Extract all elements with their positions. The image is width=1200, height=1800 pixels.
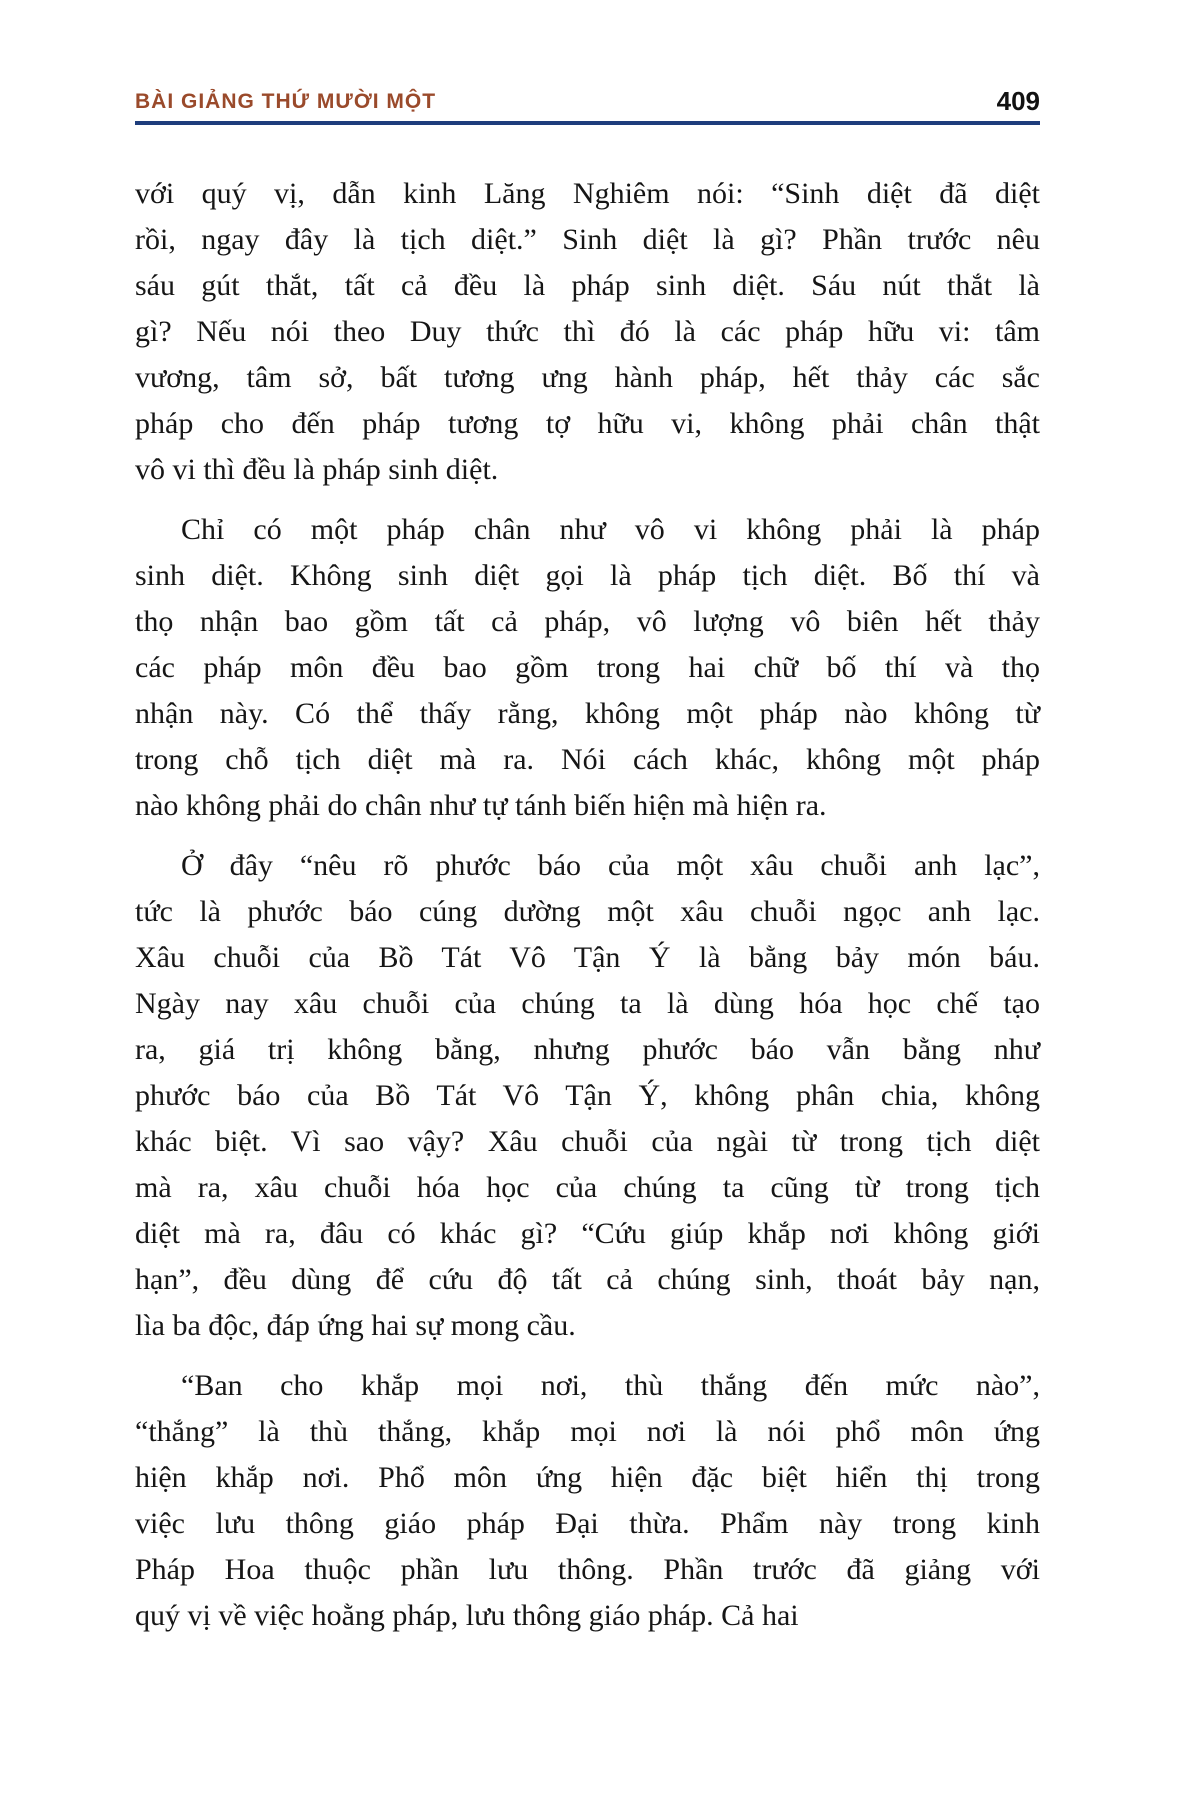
- header-rule-divider: [135, 121, 1040, 125]
- book-page: [135, 0, 1040, 1639]
- text-line: vương, tâm sở, bất tương ưng hành pháp, hết thảy các sắc: [135, 361, 1040, 394]
- text-line: phước báo của Bồ Tát Vô Tận Ý, không phân chia, không: [135, 1079, 1040, 1112]
- text-line: việc lưu thông giáo pháp Đại thừa. Phẩm này trong kinh: [135, 1507, 1040, 1540]
- page-header: [135, 88, 1040, 114]
- text-line: các pháp môn đều bao gồm trong hai chữ bố thí và thọ: [135, 651, 1040, 684]
- text-line: hiện khắp nơi. Phổ môn ứng hiện đặc biệt hiển thị trong: [135, 1461, 1040, 1494]
- text-line: gì? Nếu nói theo Duy thức thì đó là các pháp hữu vi: tâm: [135, 315, 1040, 348]
- running-title: BÀI GIẢNG THỨ MƯỜI MỘT: [135, 90, 437, 113]
- text-line: quý vị về việc hoằng pháp, lưu thông giáo pháp. Cả hai: [135, 1599, 799, 1632]
- text-line: Pháp Hoa thuộc phần lưu thông. Phần trước đã giảng với: [135, 1553, 1040, 1586]
- text-line: Ngày nay xâu chuỗi của chúng ta là dùng hóa học chế tạo: [135, 987, 1040, 1020]
- paragraph: [135, 507, 1040, 829]
- paragraph: [135, 171, 1040, 493]
- page-number: 409: [996, 86, 1040, 116]
- text-line: rồi, ngay đây là tịch diệt.” Sinh diệt là gì? Phần trước nêu: [135, 223, 1040, 256]
- text-line: tức là phước báo cúng dường một xâu chuỗi ngọc anh lạc.: [135, 895, 1040, 928]
- text-line: hạn”, đều dùng để cứu độ tất cả chúng sinh, thoát bảy nạn,: [135, 1263, 1040, 1296]
- text-line: nào không phải do chân như tự tánh biến hiện mà hiện ra.: [135, 789, 827, 822]
- text-line: “Ban cho khắp mọi nơi, thù thắng đến mức nào”,: [181, 1369, 1040, 1402]
- text-line: Ở đây “nêu rõ phước báo của một xâu chuỗi anh lạc”,: [181, 849, 1040, 882]
- text-line: khác biệt. Vì sao vậy? Xâu chuỗi của ngài từ trong tịch diệt: [135, 1125, 1040, 1158]
- text-line: nhận này. Có thể thấy rằng, không một pháp nào không từ: [135, 697, 1040, 730]
- text-line: pháp cho đến pháp tương tợ hữu vi, không phải chân thật: [135, 407, 1040, 440]
- text-line: lìa ba độc, đáp ứng hai sự mong cầu.: [135, 1309, 576, 1342]
- text-line: diệt mà ra, đâu có khác gì? “Cứu giúp khắp nơi không giới: [135, 1217, 1040, 1250]
- text-line: thọ nhận bao gồm tất cả pháp, vô lượng vô biên hết thảy: [135, 605, 1040, 638]
- paragraph: [135, 1363, 1040, 1639]
- text-line: sinh diệt. Không sinh diệt gọi là pháp tịch diệt. Bố thí và: [135, 559, 1040, 592]
- text-line: trong chỗ tịch diệt mà ra. Nói cách khác, không một pháp: [135, 743, 1040, 776]
- paragraph: [135, 843, 1040, 1349]
- text-line: ra, giá trị không bằng, nhưng phước báo vẫn bằng như: [135, 1033, 1040, 1066]
- text-line: Xâu chuỗi của Bồ Tát Vô Tận Ý là bằng bảy món báu.: [135, 941, 1040, 974]
- text-line: vô vi thì đều là pháp sinh diệt.: [135, 453, 499, 486]
- text-line: “thắng” là thù thắng, khắp mọi nơi là nói phổ môn ứng: [135, 1415, 1040, 1448]
- text-line: Chỉ có một pháp chân như vô vi không phải là pháp: [181, 513, 1040, 546]
- text-line: mà ra, xâu chuỗi hóa học của chúng ta cũng từ trong tịch: [135, 1171, 1040, 1204]
- text-line: sáu gút thắt, tất cả đều là pháp sinh diệt. Sáu nút thắt là: [135, 269, 1040, 302]
- text-line: với quý vị, dẫn kinh Lăng Nghiêm nói: “Sinh diệt đã diệt: [135, 177, 1040, 210]
- body-text: [135, 171, 1040, 1639]
